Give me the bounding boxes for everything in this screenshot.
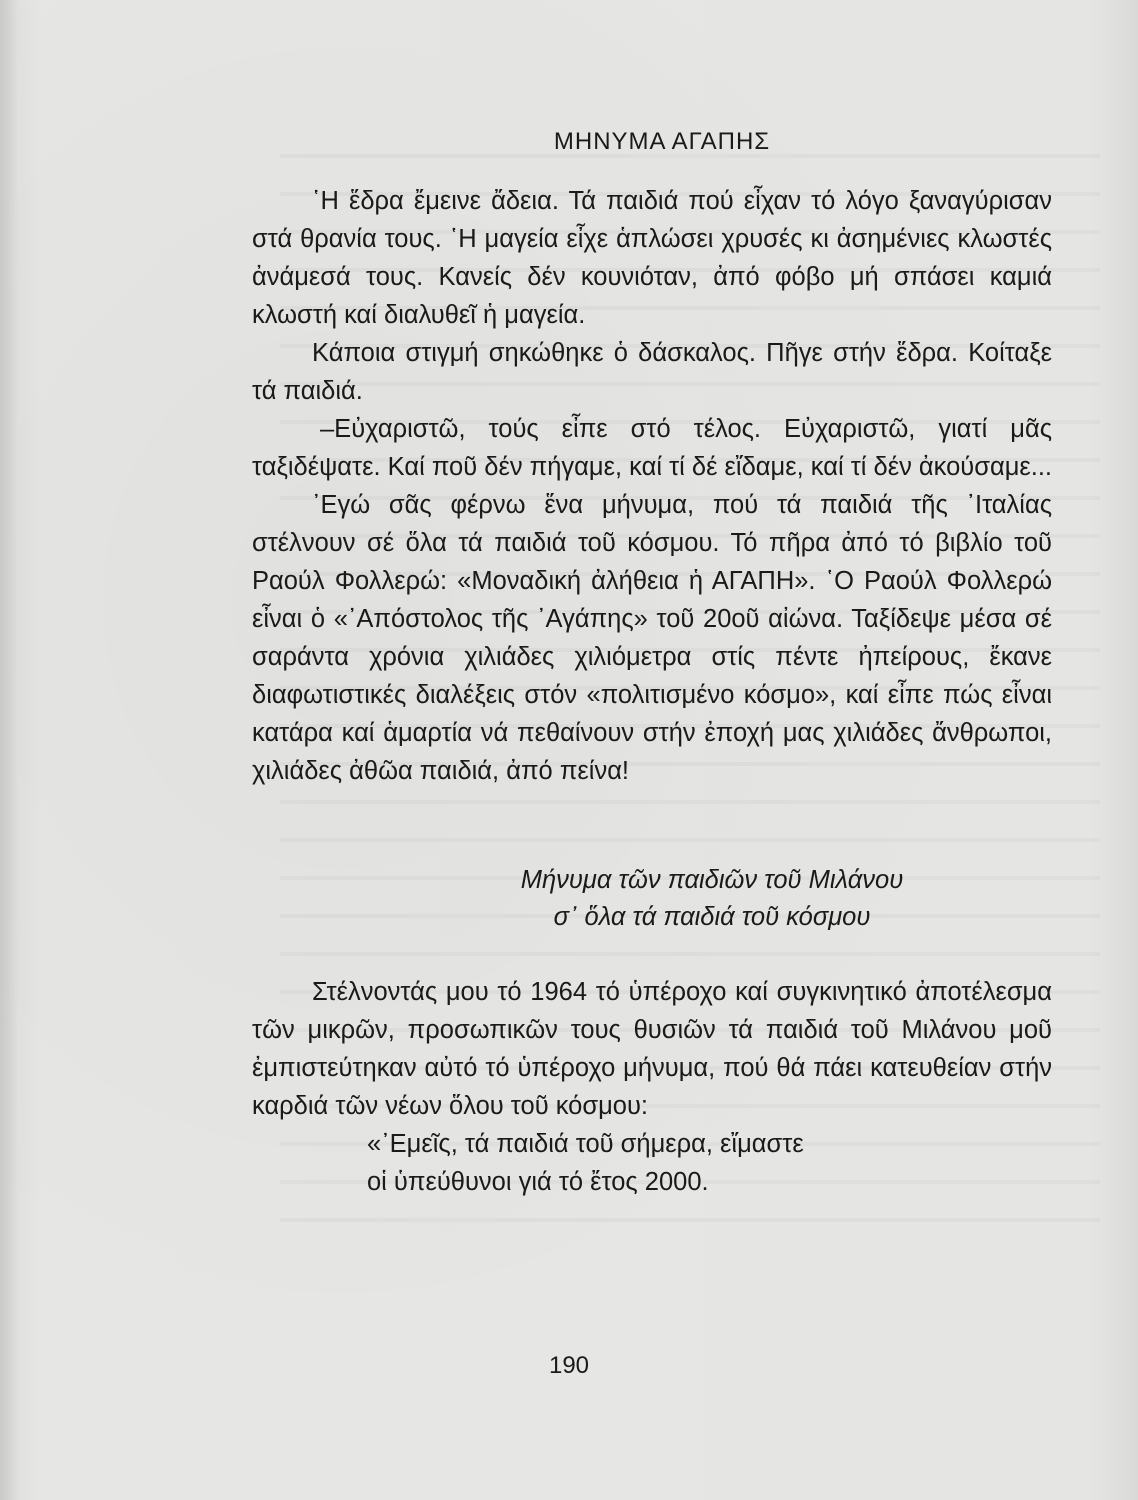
paragraph-3: –Εὐχαριστῶ, τούς εἶπε στό τέλος. Εὐχαριστῶ, γιατί μᾶς ταξιδέψατε. Καί ποῦ δέν πήγαμε, καί τί δέ εἴδαμε, καί τί δέν ἀκούσαμε... <box>252 415 1053 481</box>
page-title: ΜΗΝΥΜΑ ΑΓΑΠΗΣ <box>553 128 771 155</box>
section-subheading <box>372 862 1052 936</box>
closing-paragraph: Στέλνοντάς μου τό 1964 τό ὑπέροχο καί συγκινητικό ἀποτέλεσμα τῶν μικρῶν, προσωπικῶν τους θυσιῶν τά παιδιά τοῦ Μιλάνου μοῦ ἐμπιστεύτηκαν αὐτό τό ὑπέροχο μήνυμα, πού θά πάει κατευθείαν στήν καρδιά τῶν νέων ὅλου τοῦ κόσμου: <box>252 978 1052 1120</box>
page-number: 190 <box>548 1352 590 1379</box>
paragraph-1: ῾Η ἕδρα ἔμεινε ἄδεια. Τά παιδιά πού εἶχαν τό λόγο ξαναγύρισαν στά θρανία τους. ῾Η μαγεία εἶχε ἁπλώσει χρυσές κι ἀσημένιες κλωστές ἀνάμεσά τους. Κανείς δέν κουνιόταν, ἀπό φόβο μή σπάσει καμιά κλωστή καί διαλυθεῖ ἡ μαγεία. <box>252 187 1052 329</box>
text-block <box>252 118 1052 1201</box>
subheading-line-2: σ᾿ ὅλα τά παιδιά τοῦ κόσμου <box>553 903 871 931</box>
subheading-line-1: Μήνυμα τῶν παιδιῶν τοῦ Μιλάνου <box>520 866 904 894</box>
quote-block <box>367 1125 1052 1201</box>
page-spine-shadow <box>0 0 18 1500</box>
paragraph-4: ᾿Εγώ σᾶς φέρνω ἕνα μήνυμα, πού τά παιδιά τῆς ᾿Ιταλίας στέλνουν σέ ὅλα τά παιδιά τοῦ κόσμου. Τό πῆρα ἀπό τό βιβλίο τοῦ Ραούλ Φολλερώ: «Μοναδική ἀλήθεια ἡ ΑΓΑΠΗ». ῾Ο Ραούλ Φολλερώ εἶναι ὁ «᾿Απόστολος τῆς ᾿Αγάπης» τοῦ 20οῦ αἰώνα. Ταξίδεψε μέσα σέ σαράντα χρόνια χιλιάδες χιλιόμετρα στίς πέντε ἠπείρους, ἔκανε διαφωτιστικές διαλέξεις στόν «πολιτισμένο κόσμο», καί εἶπε πώς εἶναι κατάρα καί ἁμαρτία νά πεθαίνουν στήν ἐποχή μας χιλιάδες ἄνθρωποι, χιλιάδες ἀθῶα παιδιά, ἀπό πείνα! <box>252 491 1052 785</box>
quote-line-2: οἱ ὑπεύθυνοι γιά τό ἔτος 2000. <box>367 1168 709 1196</box>
quote-line-1: «᾿Εμεῖς, τά παιδιά τοῦ σήμερα, εἴμαστε <box>367 1130 804 1158</box>
paragraph-2: Κάποια στιγμή σηκώθηκε ὁ δάσκαλος. Πῆγε στήν ἕδρα. Κοίταξε τά παιδιά. <box>252 339 1052 405</box>
